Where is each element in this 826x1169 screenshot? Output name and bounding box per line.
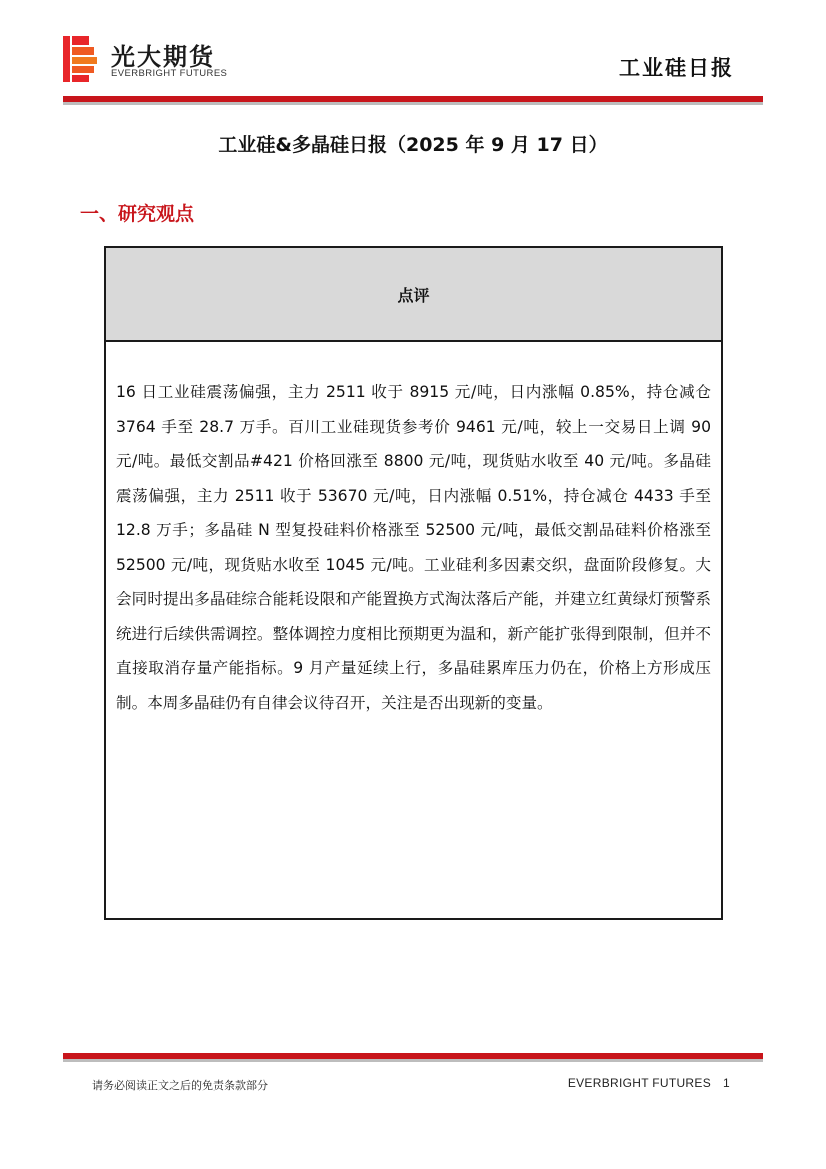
commentary-body: 16 日工业硅震荡偏强，主力 2511 收于 8915 元/吨，日内涨幅 0.85%，持仓减仓 3764 手至 28.7 万手。百川工业硅现货参考价 9461 元/吨，较上一交易日上调 90 元/吨。最低交割品#421 价格回涨至 8800 元/吨，现货贴水收至 40 元/吨。多晶硅震荡偏强，主力 2511 收于 53670 元/吨，日内涨幅 0.51%，持仓减仓 4433 手至 12.8 万手；多晶硅 N 型复投硅料价格涨至 52500 元/吨，最低交割品硅料价格涨至 52500 元/吨，现货贴水收至 1045 元/吨。工业硅利多因素交织，盘面阶段修复。大会同时提出多晶硅综合能耗设限和产能置换方式淘汰落后产能，并建立红黄绿灯预警系统进行后续供需调控。整体调控力度相比预期更为温和，新产能扩张得到限制，但并不直接取消存量产能指标。9 月产量延续上行，多晶硅累库压力仍在，价格上方形成压制。本周多晶硅仍有自律会议待召开，关注是否出现新的变量。: [116, 383, 711, 712]
brand-name-en: EVERBRIGHT FUTURES: [111, 68, 228, 79]
brand-name-cn: 光大期货: [111, 43, 215, 71]
footer-divider-gray: [63, 1059, 763, 1062]
document-title: 工业硅&多晶硅日报（2025 年 9 月 17 日）: [218, 134, 608, 156]
everbright-logo-icon: [63, 36, 99, 82]
footer-disclaimer: 请务必阅读正文之后的免责条款部分: [92, 1079, 268, 1092]
footer-brand-page: [568, 1076, 730, 1090]
commentary-table: [104, 246, 723, 920]
commentary-label: 点评: [397, 285, 430, 305]
footer-brand: EVERBRIGHT FUTURES: [567, 1076, 712, 1090]
report-type-title: 工业硅日报: [619, 56, 734, 80]
page-number: 1: [723, 1076, 730, 1090]
commentary-header: [106, 248, 721, 342]
footer-divider: [63, 1053, 763, 1062]
header-divider-gray: [63, 102, 763, 105]
section-heading: 一、研究观点: [80, 203, 195, 225]
header-divider: [63, 96, 763, 105]
